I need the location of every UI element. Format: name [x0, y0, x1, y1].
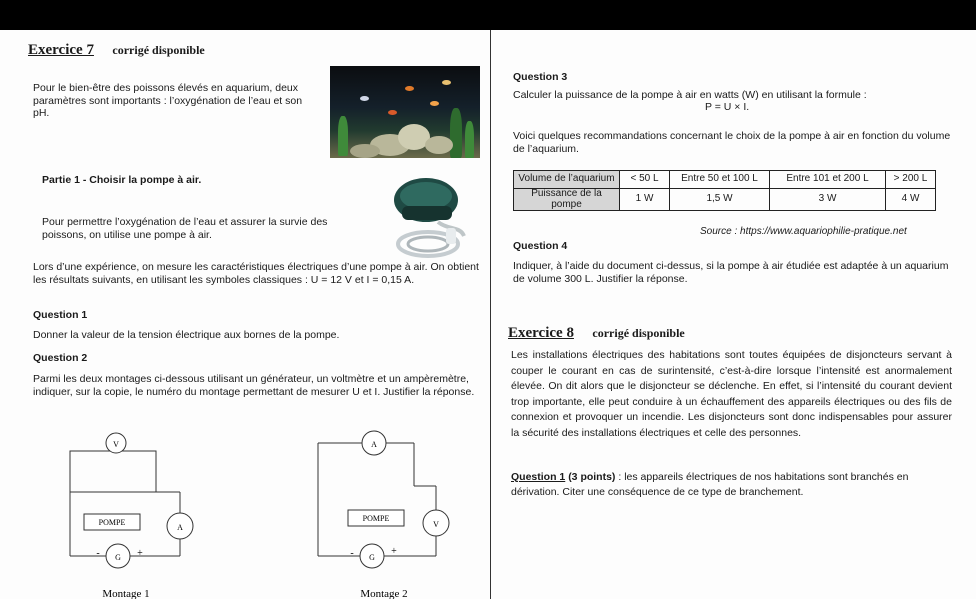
exercise-8-question-1-label: Question 1 [511, 471, 566, 483]
table-header-volume: Volume de l’aquarium [514, 171, 620, 189]
question-4-text: Indiquer, à l’aide du document ci-dessus, si la pompe à air étudiée est adaptée à un aquarium de volume 300 L. Justifier la réponse. [513, 260, 949, 285]
montage-2-pump-label: POMPE [362, 514, 390, 523]
table-header-power: Puissance de la pompe [514, 189, 620, 211]
montage-1-plus: + [137, 548, 143, 559]
montage-1-minus: - [96, 548, 100, 559]
table-cell: Entre 50 et 100 L [670, 171, 770, 189]
exercise-8-text: Les installations électriques des habitations sont toutes équipées de disjoncteurs servant à couper le courant en cas de surintensité, c’est-à-dire lorsque l’intensité est anormalement élevée. On dit alors que le disjoncteur se déclenche. En effet, si l’intensité du courant devient trop importante, elle peut conduire à un échauffement des appareils électriques ou des fils de connexion et provoquer un incendie. Les disjoncteurs sont donc indispensables pour assurer la sécurité des installations électriques et celle des personnes. [511, 349, 952, 439]
intro-text: Pour le bien-être des poissons élevés en aquarium, deux paramètres sont importants : l’oxygénation de l’eau et son pH. [33, 82, 303, 119]
exercise-7-note: corrigé disponible [112, 43, 205, 57]
exercise-7-heading [28, 41, 205, 59]
part-1-title: Partie 1 - Choisir la pompe à air. [42, 174, 202, 186]
table-cell: > 200 L [886, 171, 936, 189]
table-row [514, 171, 936, 189]
montage-1-voltmeter-label: V [113, 440, 119, 449]
pump-recommendation-table [513, 170, 936, 211]
montage-1-generator-label: G [115, 553, 121, 562]
question-2-title: Question 2 [33, 352, 88, 364]
exercise-8-heading [508, 324, 685, 342]
air-pump-photo [388, 166, 478, 262]
exercise-8-question-1-text: : les appareils électriques de nos habitations sont branchés en dérivation. Citer une conséquence de ce type de branchement. [511, 471, 909, 498]
question-2-text: Parmi les deux montages ci-dessous utilisant un générateur, un voltmètre et un ampèremètre, indiquer, sur la copie, le numéro du montage permettant de mesurer U et I. Justifier la réponse. [33, 373, 475, 398]
montage-2-caption: Montage 2 [360, 588, 408, 599]
question-3-formula: P = U × I. [705, 101, 750, 113]
montage-2-generator-label: G [369, 553, 375, 562]
montage-1-ammeter-label: A [177, 523, 183, 532]
montage-2-voltmeter-label: V [433, 520, 439, 529]
experiment-text: Lors d’une expérience, on mesure les caractéristiques électriques d’une pompe à air. On obtient les résultats suivants, en utilisant les symboles classiques : U = 12 V et I = 0,15 A. [33, 261, 479, 286]
table-cell: 4 W [886, 189, 936, 211]
montage-2-plus: + [391, 546, 397, 557]
question-1-title: Question 1 [33, 309, 88, 321]
worksheet-page [0, 30, 976, 599]
table-cell: 3 W [770, 189, 886, 211]
part-1-text: Pour permettre l’oxygénation de l’eau et assurer la survie des poissons, on utilise une pompe à air. [42, 216, 328, 241]
question-3-title: Question 3 [513, 71, 568, 83]
exercise-8-question-1-points: (3 points) [568, 471, 616, 483]
table-cell: 1 W [620, 189, 670, 211]
table-cell: Entre 101 et 200 L [770, 171, 886, 189]
montage-2-diagram [300, 426, 470, 599]
montage-2-minus: - [350, 548, 354, 559]
question-4-title: Question 4 [513, 240, 568, 252]
table-cell: < 50 L [620, 171, 670, 189]
montage-2-ammeter-label: A [371, 440, 377, 449]
column-divider [490, 30, 491, 599]
exercise-7-title: Exercice 7 [28, 42, 94, 58]
exercise-8-note: corrigé disponible [592, 326, 685, 340]
question-1-text: Donner la valeur de la tension électrique aux bornes de la pompe. [33, 329, 340, 341]
exercise-8-title: Exercice 8 [508, 325, 574, 341]
exercise-8-question-1 [511, 470, 952, 500]
table-source: Source : https://www.aquariophilie-pratique.net [700, 226, 907, 237]
question-3-text: Calculer la puissance de la pompe à air en watts (W) en utilisant la formule : [513, 89, 867, 101]
montage-1-pump-label: POMPE [98, 518, 126, 527]
table-row [514, 189, 936, 211]
aquarium-photo [330, 66, 480, 158]
montage-1-caption: Montage 1 [102, 588, 150, 599]
montage-1-diagram [60, 426, 210, 599]
recommendation-text: Voici quelques recommandations concernant le choix de la pompe à air en fonction du volume de l’aquarium. [513, 130, 951, 155]
table-cell: 1,5 W [670, 189, 770, 211]
